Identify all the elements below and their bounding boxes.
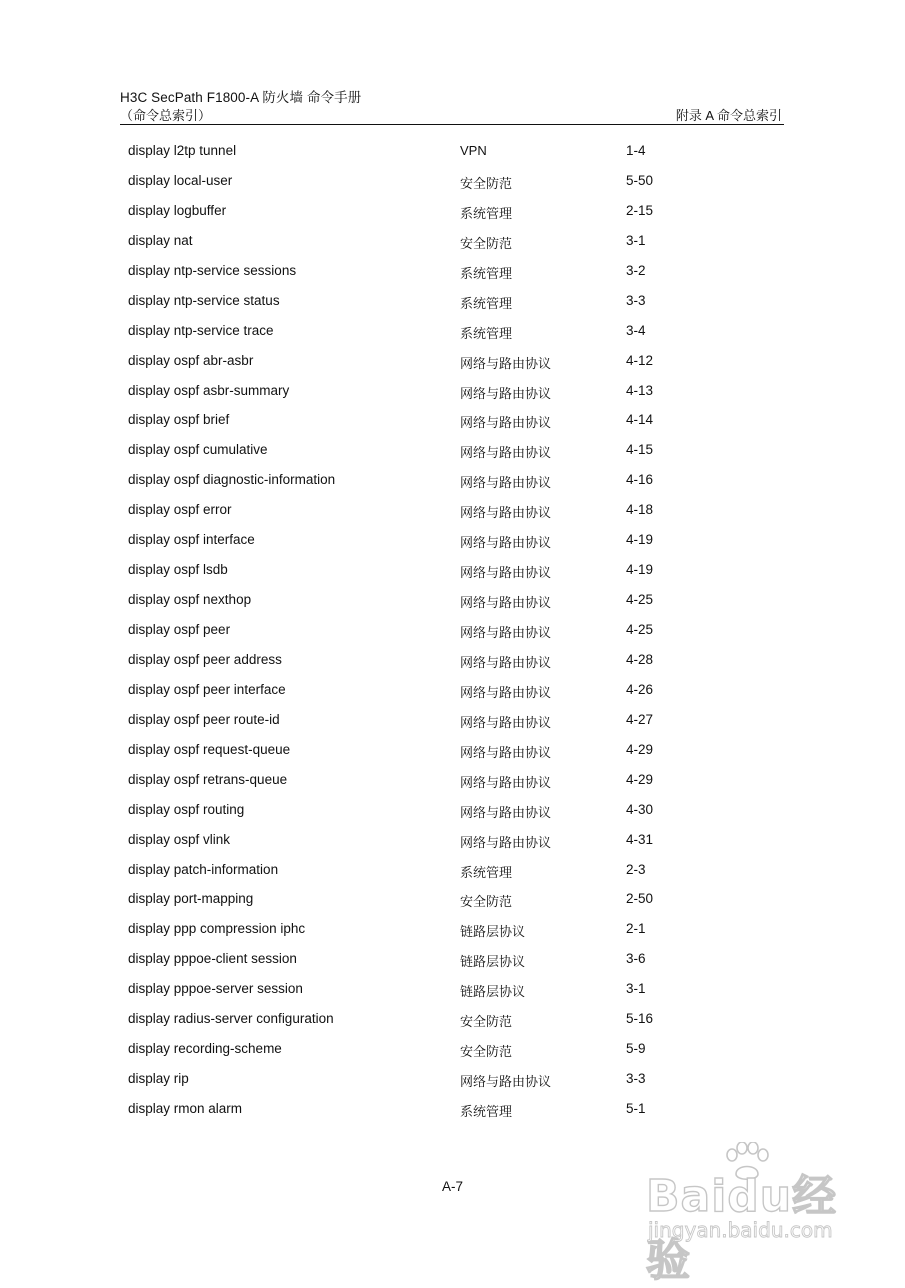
table-row: [128, 772, 728, 802]
command-view: 网络与路由协议: [460, 415, 552, 431]
table-row: [128, 981, 728, 1011]
table-row: [128, 921, 728, 951]
table-row: [128, 203, 728, 233]
table-row: [128, 353, 728, 383]
command-name: display local-user: [128, 172, 233, 188]
command-view: 网络与路由协议: [460, 475, 552, 491]
command-name: display ospf peer address: [128, 651, 282, 667]
page-reference: 4-15: [626, 442, 654, 458]
page-reference: 5-9: [626, 1041, 646, 1057]
page-reference: 5-50: [626, 172, 654, 188]
table-row: [128, 502, 728, 532]
table-row: [128, 143, 728, 173]
command-view: 网络与路由协议: [460, 565, 552, 581]
command-name: display ospf peer route-id: [128, 711, 280, 727]
command-view: 系统管理: [460, 864, 513, 880]
page-reference: 3-1: [626, 232, 646, 248]
command-name: display ntp-service sessions: [128, 262, 297, 278]
command-view: 系统管理: [460, 205, 513, 221]
document-subtitle: （命令总索引）: [120, 108, 212, 123]
command-name: display ospf diagnostic-information: [128, 472, 336, 488]
page-reference: 5-16: [626, 1011, 654, 1027]
command-name: display ppp compression iphc: [128, 921, 306, 937]
command-name: display ospf cumulative: [128, 442, 268, 458]
command-view: 安全防范: [460, 894, 513, 910]
command-view: 网络与路由协议: [460, 505, 552, 521]
command-name: display l2tp tunnel: [128, 143, 237, 158]
command-view: 网络与路由协议: [460, 445, 552, 461]
command-name: display ospf routing: [128, 801, 245, 817]
command-view: 系统管理: [460, 325, 513, 341]
command-name: display ospf peer: [128, 622, 231, 637]
command-name: display logbuffer: [128, 202, 227, 218]
table-row: [128, 383, 728, 413]
page-reference: 3-4: [626, 322, 646, 338]
page-reference: 4-19: [626, 562, 654, 578]
table-row: [128, 263, 728, 293]
table-row: [128, 1101, 728, 1131]
page-reference: 3-3: [626, 292, 646, 308]
command-name: display ospf peer interface: [128, 681, 286, 697]
command-name: display ospf lsdb: [128, 562, 228, 578]
table-row: [128, 622, 728, 652]
command-name: display recording-scheme: [128, 1041, 282, 1057]
command-name: display ospf vlink: [128, 831, 231, 847]
command-name: display rmon alarm: [128, 1101, 243, 1116]
command-view: 系统管理: [460, 295, 513, 311]
command-view: 网络与路由协议: [460, 595, 552, 611]
page-reference: 4-19: [626, 532, 654, 548]
command-name: display pppoe-client session: [128, 951, 297, 967]
command-view: 链路层协议: [460, 984, 526, 1000]
command-view: 网络与路由协议: [460, 535, 552, 551]
command-view: 网络与路由协议: [460, 385, 552, 401]
command-name: display pppoe-server session: [128, 981, 303, 997]
table-row: [128, 233, 728, 263]
command-name: display ospf interface: [128, 532, 255, 548]
table-row: [128, 592, 728, 622]
command-name: display ospf error: [128, 502, 232, 518]
table-row: [128, 891, 728, 921]
page-reference: 3-2: [626, 262, 646, 278]
command-view: 网络与路由协议: [460, 684, 552, 700]
command-view: 链路层协议: [460, 954, 526, 970]
page-reference: 2-3: [626, 861, 646, 877]
table-row: [128, 532, 728, 562]
command-view: 安全防范: [460, 175, 513, 191]
page-reference: 4-25: [626, 592, 654, 608]
page-reference: 1-4: [626, 143, 646, 158]
command-view: 网络与路由协议: [460, 804, 552, 820]
command-view: 安全防范: [460, 1044, 513, 1060]
command-view: VPN: [460, 143, 487, 158]
table-row: [128, 802, 728, 832]
table-row: [128, 862, 728, 892]
document-title: H3C SecPath F1800-A 防火墙 命令手册: [120, 90, 362, 105]
table-row: [128, 412, 728, 442]
command-name: display ntp-service status: [128, 292, 280, 308]
page-reference: 4-27: [626, 711, 654, 727]
command-name: display ospf abr-asbr: [128, 352, 254, 368]
table-row: [128, 712, 728, 742]
page-reference: 3-6: [626, 951, 646, 967]
page-reference: 4-29: [626, 771, 654, 787]
table-row: [128, 682, 728, 712]
command-view: 链路层协议: [460, 924, 526, 940]
table-row: [128, 1011, 728, 1041]
page-reference: 4-16: [626, 472, 654, 488]
command-name: display ntp-service trace: [128, 322, 274, 338]
page-reference: 4-30: [626, 801, 654, 817]
table-row: [128, 832, 728, 862]
command-view: 系统管理: [460, 1104, 513, 1119]
page-reference: 2-15: [626, 202, 654, 218]
table-row: [128, 1041, 728, 1071]
command-name: display ospf asbr-summary: [128, 382, 290, 398]
page-reference: 3-3: [626, 1071, 646, 1087]
page-reference: 4-25: [626, 622, 654, 637]
page-reference: 4-31: [626, 831, 654, 847]
page-reference: 4-12: [626, 352, 654, 368]
command-name: display ospf retrans-queue: [128, 771, 288, 787]
command-view: 网络与路由协议: [460, 834, 552, 850]
command-view: 网络与路由协议: [460, 714, 552, 730]
page-reference: 4-28: [626, 651, 654, 667]
command-view: 网络与路由协议: [460, 355, 552, 371]
table-row: [128, 562, 728, 592]
command-name: display nat: [128, 232, 193, 248]
page-reference: 3-1: [626, 981, 646, 997]
page-reference: 4-13: [626, 382, 654, 398]
page-reference: 4-26: [626, 681, 654, 697]
command-view: 安全防范: [460, 1014, 513, 1030]
command-name: display ospf nexthop: [128, 592, 252, 608]
command-view: 系统管理: [460, 265, 513, 281]
page-reference: 5-1: [626, 1101, 646, 1116]
command-view: 网络与路由协议: [460, 774, 552, 790]
table-row: [128, 951, 728, 981]
table-row: [128, 472, 728, 502]
command-view: 网络与路由协议: [460, 744, 552, 760]
command-name: display patch-information: [128, 861, 279, 877]
page-header: [120, 86, 784, 125]
command-view: 安全防范: [460, 235, 513, 251]
table-row: [128, 323, 728, 353]
command-view: 网络与路由协议: [460, 1074, 552, 1090]
page-reference: 4-29: [626, 741, 654, 757]
command-view: 网络与路由协议: [460, 654, 552, 670]
command-name: display radius-server configuration: [128, 1011, 334, 1027]
table-row: [128, 442, 728, 472]
table-row: [128, 652, 728, 682]
table-row: [128, 742, 728, 772]
command-view: 网络与路由协议: [460, 625, 552, 640]
page-reference: 4-18: [626, 502, 654, 518]
table-row: [128, 1071, 728, 1101]
page-reference: 4-14: [626, 412, 654, 428]
page-reference: 2-50: [626, 891, 654, 907]
section-title: 附录 A 命令总索引: [675, 108, 782, 123]
command-index-table: [128, 143, 728, 1131]
page-number: A-7: [441, 1179, 463, 1194]
command-name: display port-mapping: [128, 891, 254, 907]
table-row: [128, 173, 728, 203]
command-name: display ospf brief: [128, 412, 230, 428]
watermark-brand: Baidu经验: [646, 1171, 838, 1286]
page-reference: 2-1: [626, 921, 646, 937]
watermark-url: jingyan.baidu.com: [648, 1218, 833, 1242]
command-name: display rip: [128, 1071, 189, 1087]
table-row: [128, 293, 728, 323]
command-name: display ospf request-queue: [128, 741, 291, 757]
baidu-watermark: [636, 1142, 876, 1286]
